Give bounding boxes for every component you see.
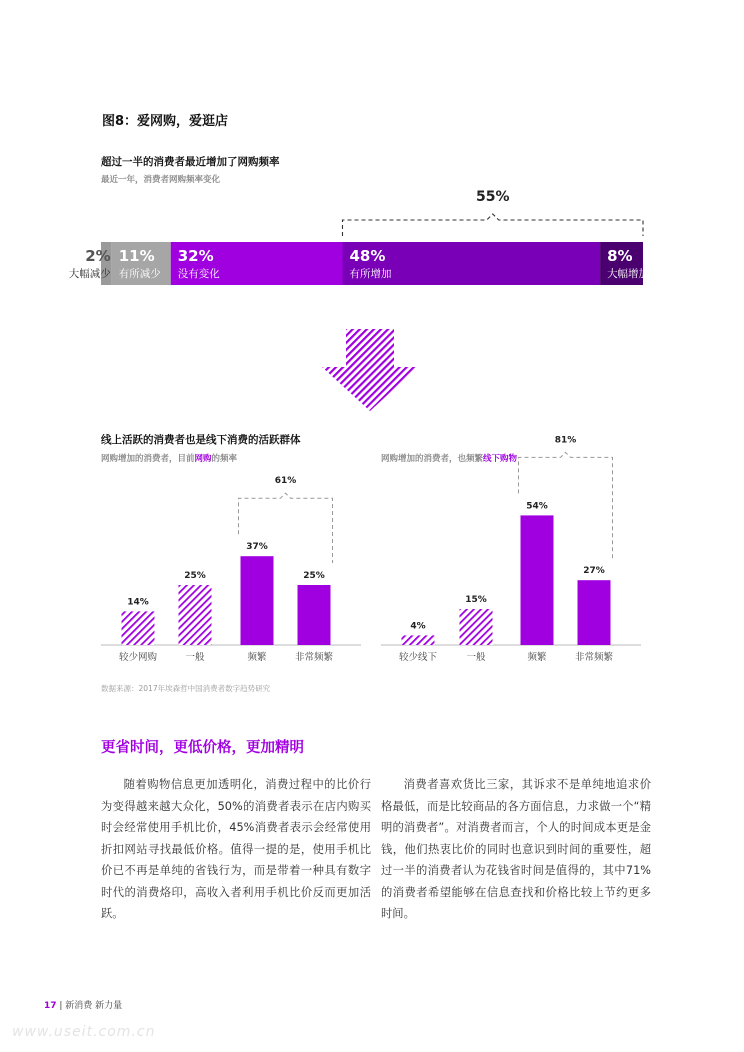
bracket-label: 55% xyxy=(475,189,510,205)
footer-text: 新消费 新力量 xyxy=(65,1001,123,1011)
column-bar xyxy=(521,515,554,645)
stack-category-label: 有所增加 xyxy=(349,268,392,280)
stack-value-label: 8% xyxy=(607,247,633,265)
stack-category-label: 有所减少 xyxy=(118,268,161,280)
column-category-label: 一般 xyxy=(185,652,205,663)
stack-value-label: 48% xyxy=(349,247,386,265)
left-column-chart xyxy=(101,476,361,663)
column-value-label: 37% xyxy=(246,542,268,553)
figure-title: 图8：爱网购，爱逛店 xyxy=(102,114,229,129)
stack-category-label: 大幅增加 xyxy=(607,268,650,280)
bracket-label: 61% xyxy=(274,476,297,487)
column-category-label: 一般 xyxy=(466,652,486,663)
data-source: 数据来源：2017年埃森哲中国消费者数字趋势研究 xyxy=(101,684,271,693)
column-bar xyxy=(122,611,155,645)
bracket-line xyxy=(239,493,333,563)
column-bar xyxy=(460,609,493,645)
right-chart-subtitle: 网购增加的消费者，也频繁线下购物 xyxy=(381,454,518,464)
stack-value-label: 2% xyxy=(85,247,111,265)
column-bar xyxy=(402,635,435,645)
section1-subtitle: 最近一年，消费者网购频率变化 xyxy=(101,175,221,185)
bracket-label: 81% xyxy=(554,435,577,446)
column-value-label: 15% xyxy=(465,595,487,605)
column-bar xyxy=(298,585,331,645)
stack-category-label: 没有变化 xyxy=(177,268,220,280)
left-chart-subtitle: 网购增加的消费者，目前网购的频率 xyxy=(101,454,238,464)
column-value-label: 27% xyxy=(583,566,605,577)
stacked-bar-group xyxy=(69,189,649,285)
stack-category-label: 大幅减少 xyxy=(68,268,111,280)
stack-value-label: 32% xyxy=(177,247,214,265)
column-category-label: 非常频繁 xyxy=(574,652,614,663)
column-bar xyxy=(578,580,611,645)
right-column-chart xyxy=(381,435,641,663)
column-value-label: 25% xyxy=(184,571,206,581)
column-value-label: 4% xyxy=(410,621,426,632)
stacked-bar-chart xyxy=(0,180,744,300)
bracket-line xyxy=(342,214,643,236)
section1-title: 超过一半的消费者最近增加了网购频率 xyxy=(101,156,280,168)
stack-value-label: 11% xyxy=(118,247,155,265)
watermark: www.useit.com.cn xyxy=(12,1024,156,1040)
page-footer: 17 | 新消费 新力量 xyxy=(44,1001,123,1011)
column-value-label: 25% xyxy=(303,571,325,581)
column-category-label: 频繁 xyxy=(527,652,547,663)
column-category-label: 较少线下 xyxy=(398,652,438,663)
column-bar xyxy=(179,585,212,645)
column-bar xyxy=(241,556,274,645)
section3-heading: 更省时间，更低价格，更加精明 xyxy=(101,740,304,756)
column-category-label: 频繁 xyxy=(247,652,267,663)
section2-title: 线上活跃的消费者也是线下消费的活跃群体 xyxy=(101,434,301,446)
column-value-label: 14% xyxy=(127,597,149,608)
column-category-label: 非常频繁 xyxy=(294,652,334,663)
column-category-label: 较少网购 xyxy=(118,652,158,663)
paragraph-right: 消费者喜欢货比三家，其诉求不是单纯地追求价格最低，而是比较商品的各方面信息，力求做一个“精明的消费者”。对消费者而言，个人的时间成本更是金钱，他们热衷比价的同时也意识到时间的重要性，超过一半的消费者认为花钱省时间是值得的，其中71%的消费者希望能够在信息查找和价格比较上节约更多时间。 xyxy=(381,778,651,920)
page-number: 17 xyxy=(44,1001,57,1011)
down-arrow-icon xyxy=(320,325,420,413)
paragraph-left: 随着购物信息更加透明化，消费过程中的比价行为变得越来越大众化，50%的消费者表示在店内购买时会经常使用手机比价，45%消费者表示会经常使用折扣网站寻找最低价格。值得一提的是，使用手机比价已不再是单纯的省钱行为，而是带着一种具有数字时代的消费烙印，高收入者利用手机比价反而更加活跃。 xyxy=(101,778,371,920)
column-value-label: 54% xyxy=(526,501,548,512)
